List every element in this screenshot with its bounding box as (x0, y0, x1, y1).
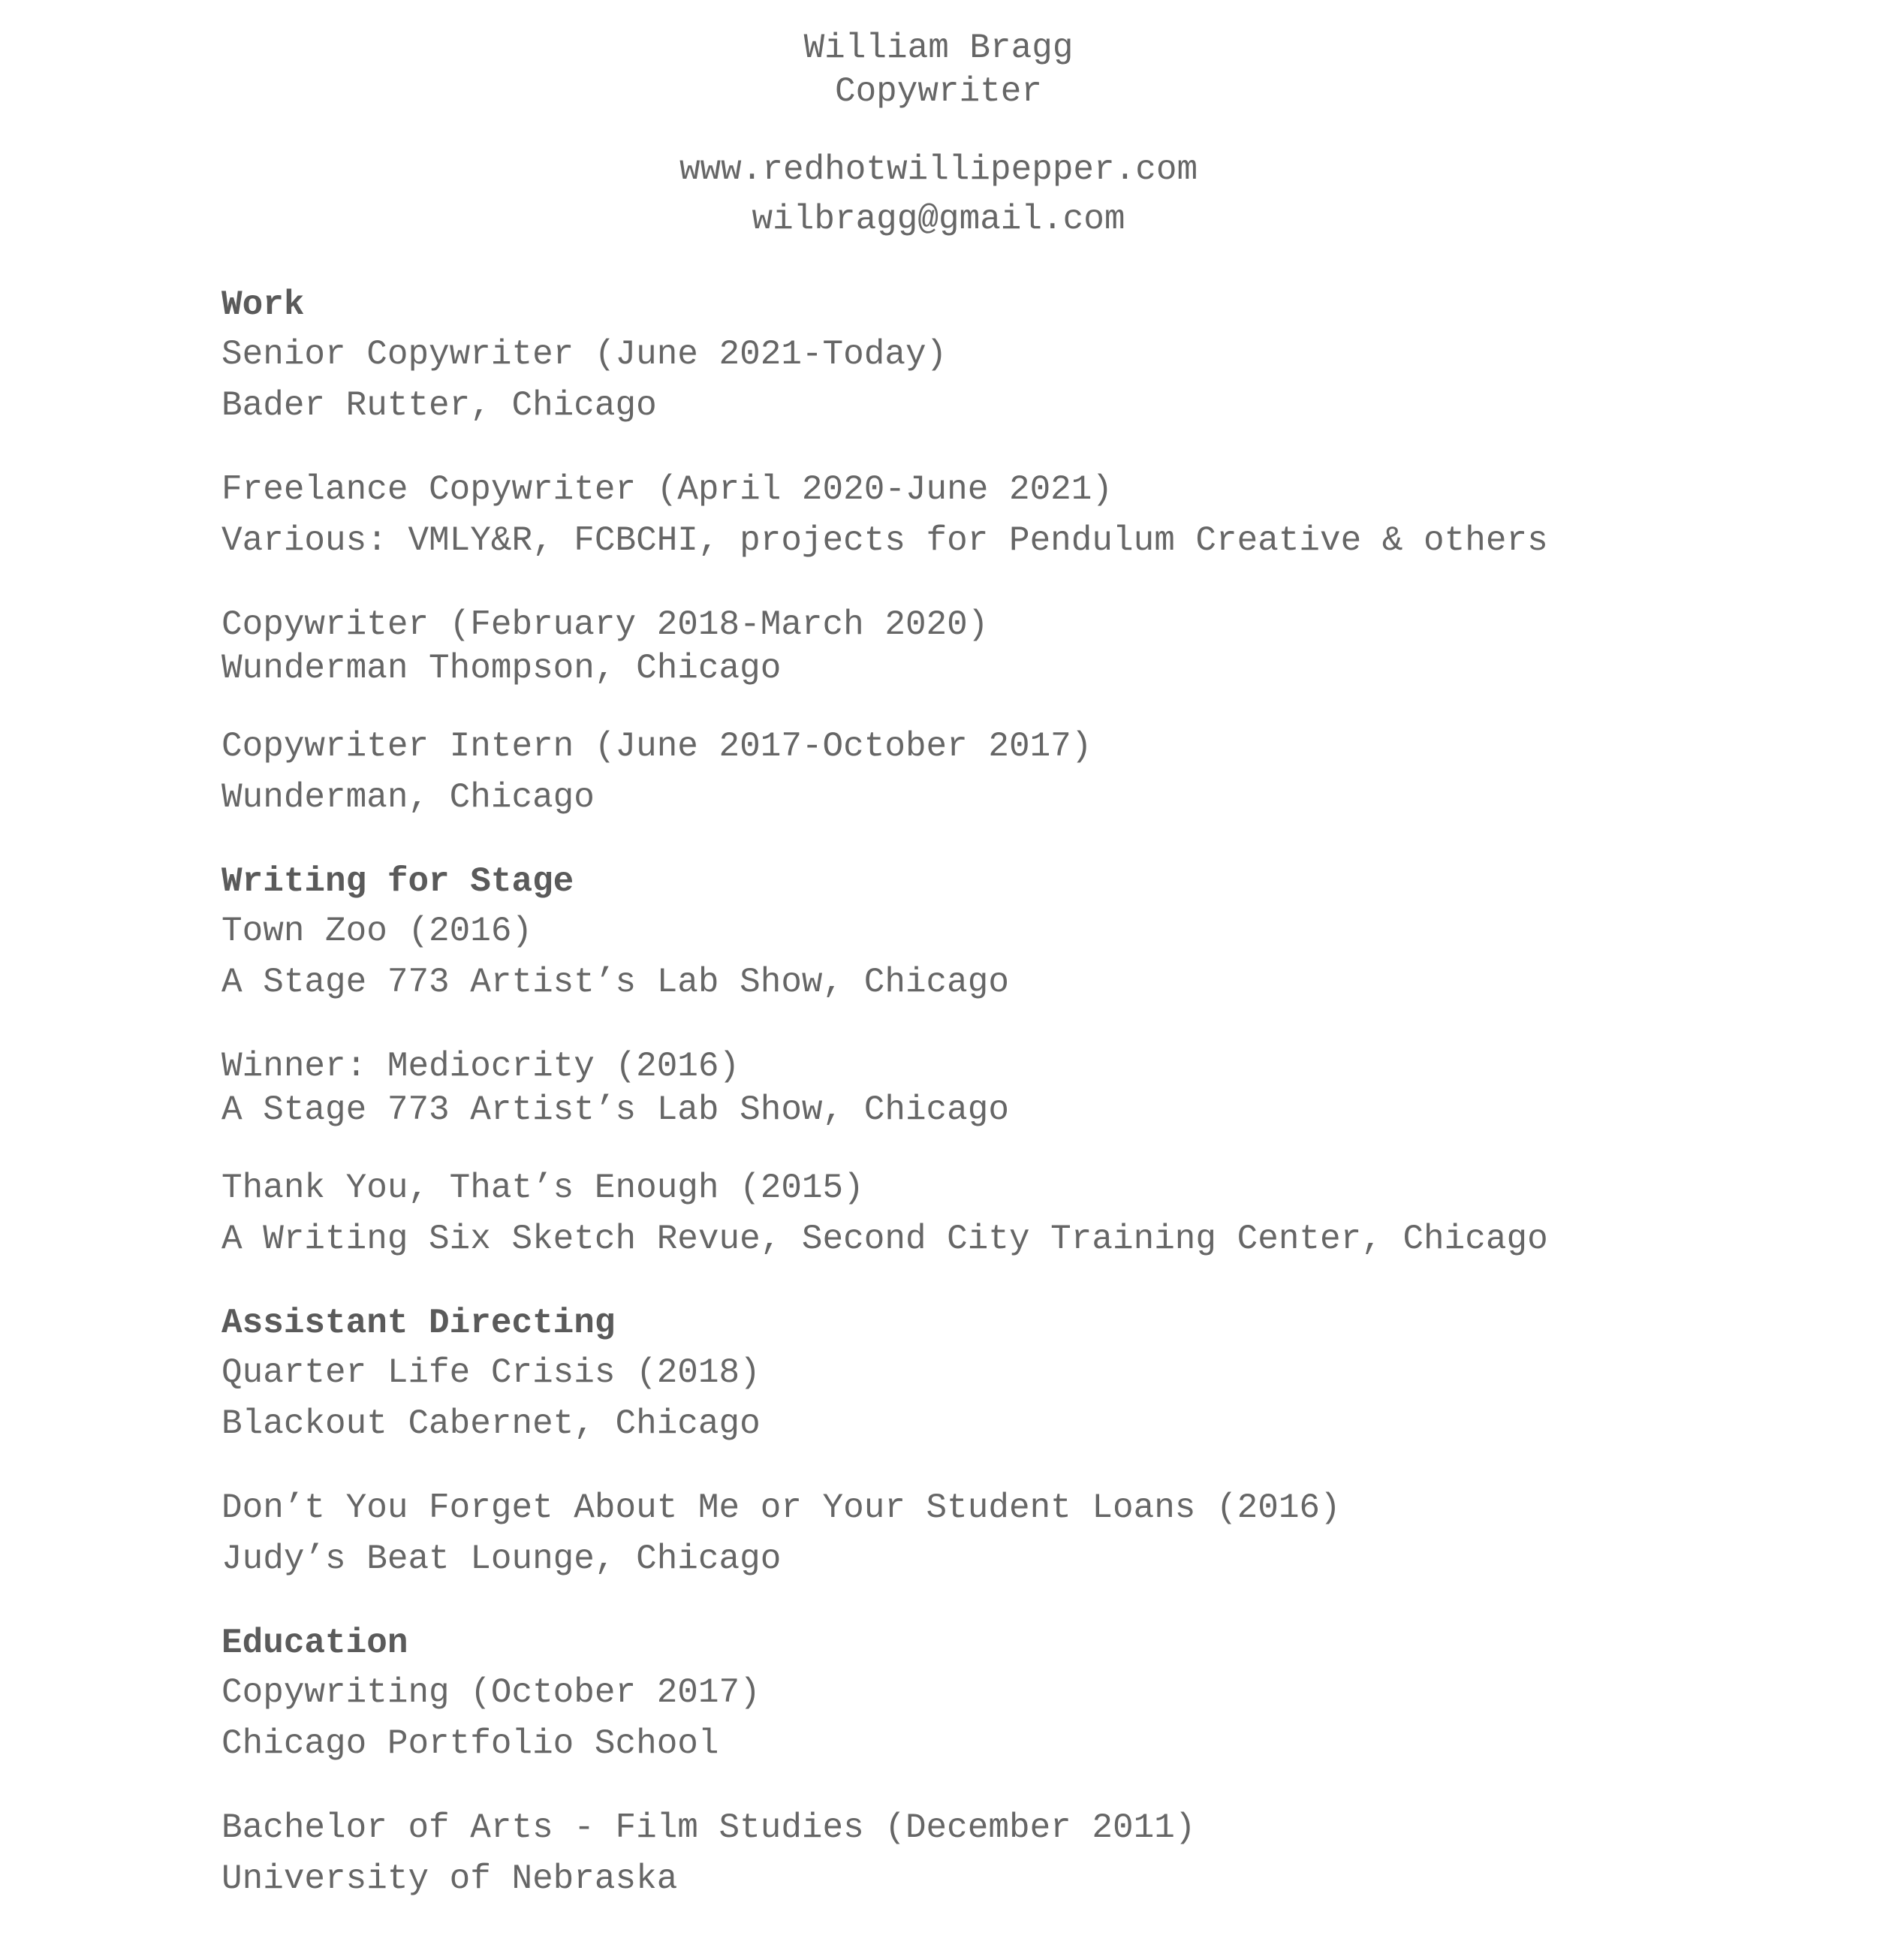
work-entry-2-role: Freelance Copywriter (April 2020-June 2021) (221, 470, 1113, 509)
stage-entry-1-role: Town Zoo (2016) (221, 912, 533, 951)
stage-entry-2-org: A Stage 773 Artist’s Lab Show, Chicago (221, 1090, 1009, 1129)
job-title: Copywriter (834, 72, 1043, 111)
directing-entry-1-role: Quarter Life Crisis (2018) (221, 1353, 761, 1392)
directing-entry-1-org: Blackout Cabernet, Chicago (221, 1404, 761, 1443)
name: William Bragg (803, 29, 1074, 68)
education-entry-2-org: University of Nebraska (221, 1859, 678, 1898)
stage-entry-2-role: Winner: Mediocrity (2016) (221, 1047, 740, 1086)
work-entry-2-org: Various: VMLY&R, FCBCHI, projects for Pendulum Creative & others (221, 521, 1548, 560)
work-entry-3-org: Wunderman Thompson, Chicago (221, 649, 782, 688)
work-entry-4-org: Wunderman, Chicago (221, 778, 595, 817)
education-entry-1-org: Chicago Portfolio School (221, 1724, 719, 1763)
stage-entry-3-role: Thank You, That’s Enough (2015) (221, 1168, 864, 1208)
section-heading-education: Education (221, 1624, 408, 1663)
stage-entry-1-org: A Stage 773 Artist’s Lab Show, Chicago (221, 963, 1009, 1002)
section-heading-directing: Assistant Directing (221, 1304, 616, 1343)
work-entry-1-role: Senior Copywriter (June 2021-Today) (221, 335, 948, 374)
section-heading-work: Work (221, 285, 305, 324)
work-entry-1-org: Bader Rutter, Chicago (221, 386, 657, 425)
stage-entry-3-org: A Writing Six Sketch Revue, Second City Training Center, Chicago (221, 1220, 1548, 1259)
work-entry-3-role: Copywriter (February 2018-March 2020) (221, 605, 989, 644)
education-entry-1-role: Copywriting (October 2017) (221, 1673, 761, 1712)
website-link[interactable]: www.redhotwillipepper.com (679, 150, 1198, 189)
directing-entry-2-role: Don’t You Forget About Me or Your Student Loans (2016) (221, 1488, 1341, 1527)
section-heading-stage: Writing for Stage (221, 862, 574, 901)
email-link[interactable]: wilbragg@gmail.com (752, 200, 1125, 239)
education-entry-2-role: Bachelor of Arts - Film Studies (December 2011) (221, 1808, 1196, 1847)
directing-entry-2-org: Judy’s Beat Lounge, Chicago (221, 1539, 782, 1579)
work-entry-4-role: Copywriter Intern (June 2017-October 2017) (221, 727, 1092, 766)
